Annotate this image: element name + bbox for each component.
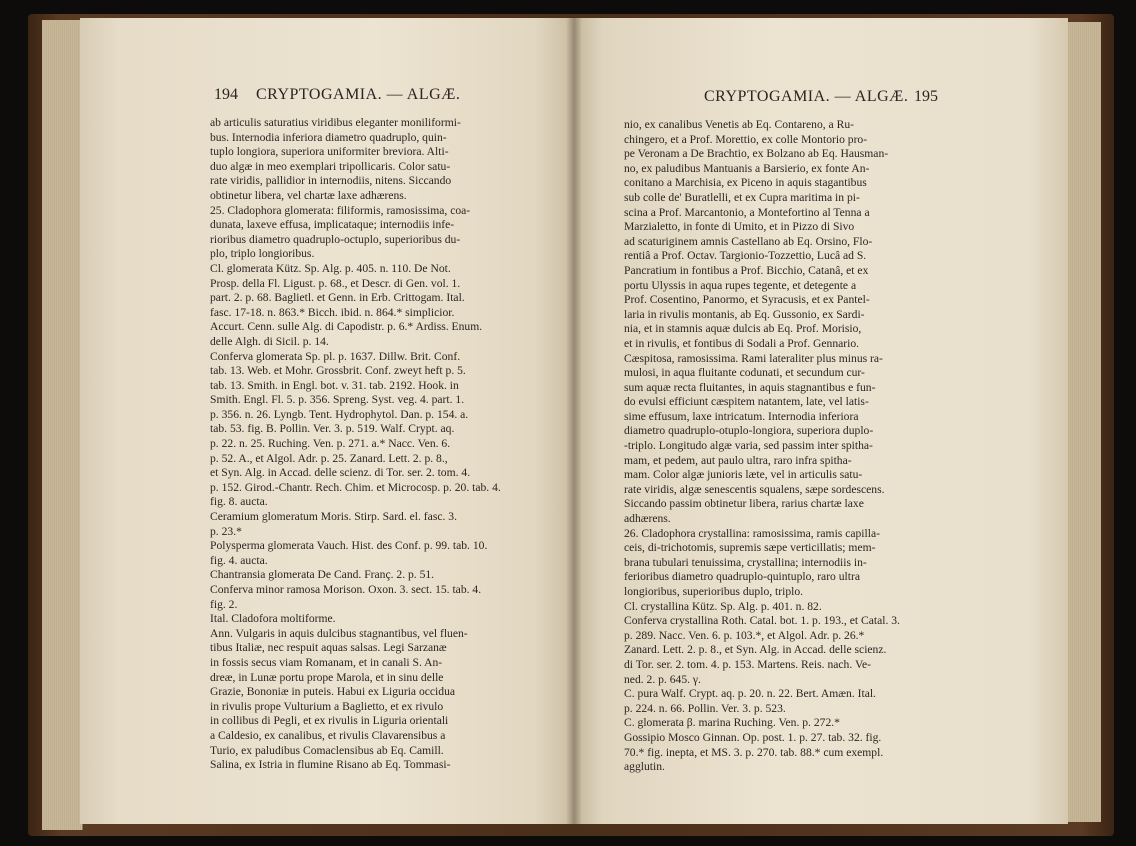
text-line: Zanard. Lett. 2. p. 8., et Syn. Alg. in Accad. delle scienz.	[624, 643, 887, 657]
text-line: Pancratium in fontibus a Prof. Bicchio, Catanâ, et ex	[624, 263, 869, 277]
text-line: 25. Cladophora glomerata: filiformis, ramosissima, coa-	[210, 203, 471, 217]
text-line: adhærens.	[624, 512, 671, 526]
text-line: p. 289. Nacc. Ven. 6. p. 103.*, et Algol. Adr. p. 26.*	[624, 628, 865, 642]
text-line: p. 224. n. 66. Pollin. Ver. 3. p. 523.	[624, 701, 786, 715]
text-line: dreæ, in Lunæ portu prope Marola, et in sinu delle	[210, 670, 444, 684]
text-line: Cl. crystallina Kütz. Sp. Alg. p. 401. n. 82.	[624, 599, 822, 613]
text-line: rate viridis, algæ senescentis squalens, sæpe sordescens.	[624, 482, 885, 496]
text-line: longioribus, superioribus duplo, triplo.	[624, 585, 804, 598]
text-line: in collibus di Pegli, et ex rivulis in Liguria orientali	[210, 714, 449, 728]
text-line: Cæspitosa, ramosissima. Rami lateraliter plus minus ra-	[624, 351, 883, 365]
text-line: Salina, ex Istria in flumine Risano ab Eq. Tommasi-	[210, 758, 451, 772]
text-line: chingero, et a Prof. Morettio, ex colle Montorio pro-	[624, 132, 868, 146]
text-line: Conferva glomerata Sp. pl. p. 1637. Dillw. Brit. Conf.	[210, 349, 461, 363]
text-line: p. 22. n. 25. Ruching. Ven. p. 271. a.* Nacc. Ven. 6.	[210, 437, 451, 451]
text-line: rioribus diametro quadruplo-octuplo, superioribus du-	[210, 232, 461, 246]
text-line: 70.* fig. inepta, et MS. 3. p. 270. tab. 88.* cum exempl.	[624, 745, 884, 759]
text-line: Turio, ex paludibus Comaclensibus ab Eq. Camill.	[210, 743, 444, 757]
text-line: scina a Prof. Marcantonio, a Montefortino al Tenna a	[624, 205, 870, 219]
left-page	[80, 18, 574, 824]
text-line: fig. 4. aucta.	[210, 553, 268, 567]
text-line: fig. 8. aucta.	[210, 495, 268, 509]
text-line: Accurt. Cenn. sulle Alg. di Capodistr. p. 6.* Ardiss. Enum.	[210, 320, 483, 334]
text-line: Prosp. della Fl. Ligust. p. 68., et Descr. di Gen. vol. 1.	[210, 276, 461, 290]
text-line: pe Veronam a De Brachtio, ex Bolzano ab Eq. Hausman-	[624, 147, 889, 161]
text-line: sime effusum, laxe intricatum. Internodia inferiora	[624, 409, 859, 423]
text-line: duo algæ in meo exemplari tripollicaris. Color satu-	[210, 159, 451, 173]
text-line: tibus Italiæ, nec respuit aquas salsas. Legi Sarzanæ	[210, 641, 447, 655]
text-line: rate viridis, pallidior in internodiis, nitens. Siccando	[210, 174, 452, 188]
text-line: a Caldesio, ex canalibus, et rivulis Clavarensibus a	[210, 728, 446, 742]
text-line: part. 2. p. 68. Baglietl. et Genn. in Erb. Crittogam. Ital.	[210, 291, 465, 305]
text-line: 26. Cladophora crystallina: ramosissima, ramis capilla-	[624, 526, 880, 540]
text-line: Conferva crystallina Roth. Catal. bot. 1. p. 193., et Catal. 3.	[624, 614, 900, 628]
text-line: portu Ulyssis in aqua rupes tegente, et detegente a	[624, 278, 857, 292]
text-line: in fossis secus viam Romanam, et in canali S. An-	[210, 655, 443, 669]
text-line: sub colle de' Buratlelli, et ex Cupra maritima in pi-	[624, 190, 860, 204]
text-line: no, ex paludibus Mantuanis a Barsierio, ex fonte An-	[624, 161, 870, 175]
text-line: bus. Internodia inferiora diametro quadruplo, quin-	[210, 130, 447, 144]
text-line: mam. Color algæ junioris læte, vel in articulis satu-	[624, 468, 863, 482]
text-line: tuplo longiora, superiora uniformiter breviora. Alti-	[210, 145, 449, 159]
text-line: C. pura Walf. Crypt. aq. p. 20. n. 22. Bert. Amæn. Ital.	[624, 687, 876, 701]
text-line: fig. 2.	[210, 597, 238, 611]
left-page-text	[210, 116, 570, 773]
text-line: C. glomerata β. marina Ruching. Ven. p. 272.*	[624, 716, 840, 730]
text-line: ad scaturiginem amnis Castellano ab Eq. Orsino, Flo-	[624, 234, 873, 248]
text-line: ferioribus diametro quadruplo-quintuplo, raro ultra	[624, 570, 860, 584]
text-line: mulosi, in aqua fluitante codunati, et secundum cur-	[624, 366, 865, 380]
text-line: p. 52. A., et Algol. Adr. p. 25. Zanard. Lett. 2. p. 8.,	[210, 451, 448, 465]
text-line: nio, ex canalibus Venetis ab Eq. Contareno, a Ru-	[624, 118, 854, 131]
text-line: p. 23.*	[210, 524, 242, 538]
text-line: Gossipio Mosco Ginnan. Op. post. 1. p. 27. tab. 32. fig.	[624, 730, 882, 744]
page-number-right: 195	[914, 88, 938, 105]
text-line: Polysperma glomerata Vauch. Hist. des Conf. p. 99. tab. 10.	[210, 539, 488, 553]
page-edges-right	[1066, 22, 1101, 822]
text-line: diametro quadruplo-otuplo-longiora, superiora duplo-	[624, 424, 874, 438]
text-line: Smith. Engl. Fl. 5. p. 356. Spreng. Syst. veg. 4. part. 1.	[210, 393, 465, 407]
text-line: tab. 13. Smith. in Engl. bot. v. 31. tab. 2192. Hook. in	[210, 378, 459, 392]
text-line: Prof. Cosentino, Panormo, et Syracusis, et ex Pantel-	[624, 293, 870, 307]
text-line: Ital. Cladofora moltiforme.	[210, 612, 336, 626]
text-line: obtinetur libera, vel chartæ laxe adhærens.	[210, 188, 407, 202]
text-line: in rivulis prope Vulturium a Baglietto, et ex rivulo	[210, 699, 444, 713]
text-line: Chantransia glomerata De Cand. Franç. 2. p. 51.	[210, 568, 435, 582]
text-line: Grazie, Bononiæ in puteis. Habui ex Liguria occidua	[210, 685, 456, 699]
text-line: ceis, di-trichotomis, supremis sæpe verticillatis; mem-	[624, 541, 876, 555]
right-page	[574, 18, 1068, 824]
text-line: Ann. Vulgaris in aquis dulcibus stagnantibus, vel fluen-	[210, 626, 468, 640]
text-line: Ceramium glomeratum Moris. Stirp. Sard. el. fasc. 3.	[210, 510, 457, 524]
text-line: ned. 2. p. 645. γ.	[624, 672, 701, 686]
running-head-right: CRYPTOGAMIA. — ALGÆ.	[704, 88, 909, 105]
text-line: ab articulis saturatius viridibus eleganter moniliformi-	[210, 116, 461, 129]
text-line: et Syn. Alg. in Accad. delle scienz. di Tor. ser. 2. tom. 4.	[210, 466, 471, 480]
text-line: agglutin.	[624, 760, 665, 774]
text-line: brana tubulari tenuissima, crystallina; internodiis in-	[624, 555, 867, 569]
text-line: -triplo. Longitudo algæ varia, sed passim inter spitha-	[624, 439, 873, 453]
text-line: plo, triplo longioribus.	[210, 247, 315, 261]
text-line: fasc. 17-18. n. 863.* Bicch. ibid. n. 864.* simplicior.	[210, 305, 455, 319]
text-line: do evulsi efficiunt cæspitem natantem, late, vel latis-	[624, 395, 869, 409]
text-line: p. 152. Girod.-Chantr. Rech. Chim. et Microcosp. p. 20. tab. 4.	[210, 480, 501, 494]
text-line: tab. 13. Web. et Mohr. Grossbrit. Conf. zweyt heft p. 5.	[210, 364, 466, 378]
book-gutter	[566, 18, 582, 824]
text-line: Siccando passim obtinetur libera, rarius chartæ laxe	[624, 497, 864, 511]
text-line: mam, et pedem, aut paulo ultra, raro infra spitha-	[624, 453, 852, 467]
right-page-text	[624, 118, 1004, 775]
page-edges-left	[42, 20, 83, 830]
running-head-left: CRYPTOGAMIA. — ALGÆ.	[256, 86, 461, 103]
text-line: nia, et in stamnis aquæ dulcis ab Eq. Prof. Morisio,	[624, 322, 862, 336]
text-line: conitano a Marchisia, ex Piceno in aquis stagantibus	[624, 176, 867, 190]
text-line: Cl. glomerata Kütz. Sp. Alg. p. 405. n. 110. De Not.	[210, 261, 451, 275]
text-line: Conferva minor ramosa Morison. Oxon. 3. sect. 15. tab. 4.	[210, 583, 482, 596]
page-number-left: 194	[214, 86, 238, 103]
text-line: laria in rivulis montanis, ab Eq. Gussonio, ex Sardi-	[624, 307, 865, 321]
text-line: et in rivulis, et fontibus di Sodali a Prof. Gennario.	[624, 336, 860, 350]
text-line: dunata, laxeve effusa, implicataque; internodiis infe-	[210, 218, 455, 232]
text-line: sum aquæ recta fluitantes, in aquis stagnantibus e fun-	[624, 380, 876, 394]
text-line: tab. 53. fig. B. Pollin. Ver. 3. p. 519. Walf. Crypt. aq.	[210, 422, 455, 436]
text-line: p. 356. n. 26. Lyngb. Tent. Hydrophytol. Dan. p. 154. a.	[210, 407, 469, 421]
text-line: Marzialetto, in fonte di Umito, et in Pizzo di Sivo	[624, 220, 855, 234]
text-line: di Tor. ser. 2. tom. 4. p. 153. Martens. Reis. nach. Ve-	[624, 657, 872, 671]
text-line: delle Algh. di Sicil. p. 14.	[210, 334, 329, 348]
text-line: rentiâ a Prof. Octav. Targionio-Tozzettio, Lucâ ad S.	[624, 249, 867, 263]
